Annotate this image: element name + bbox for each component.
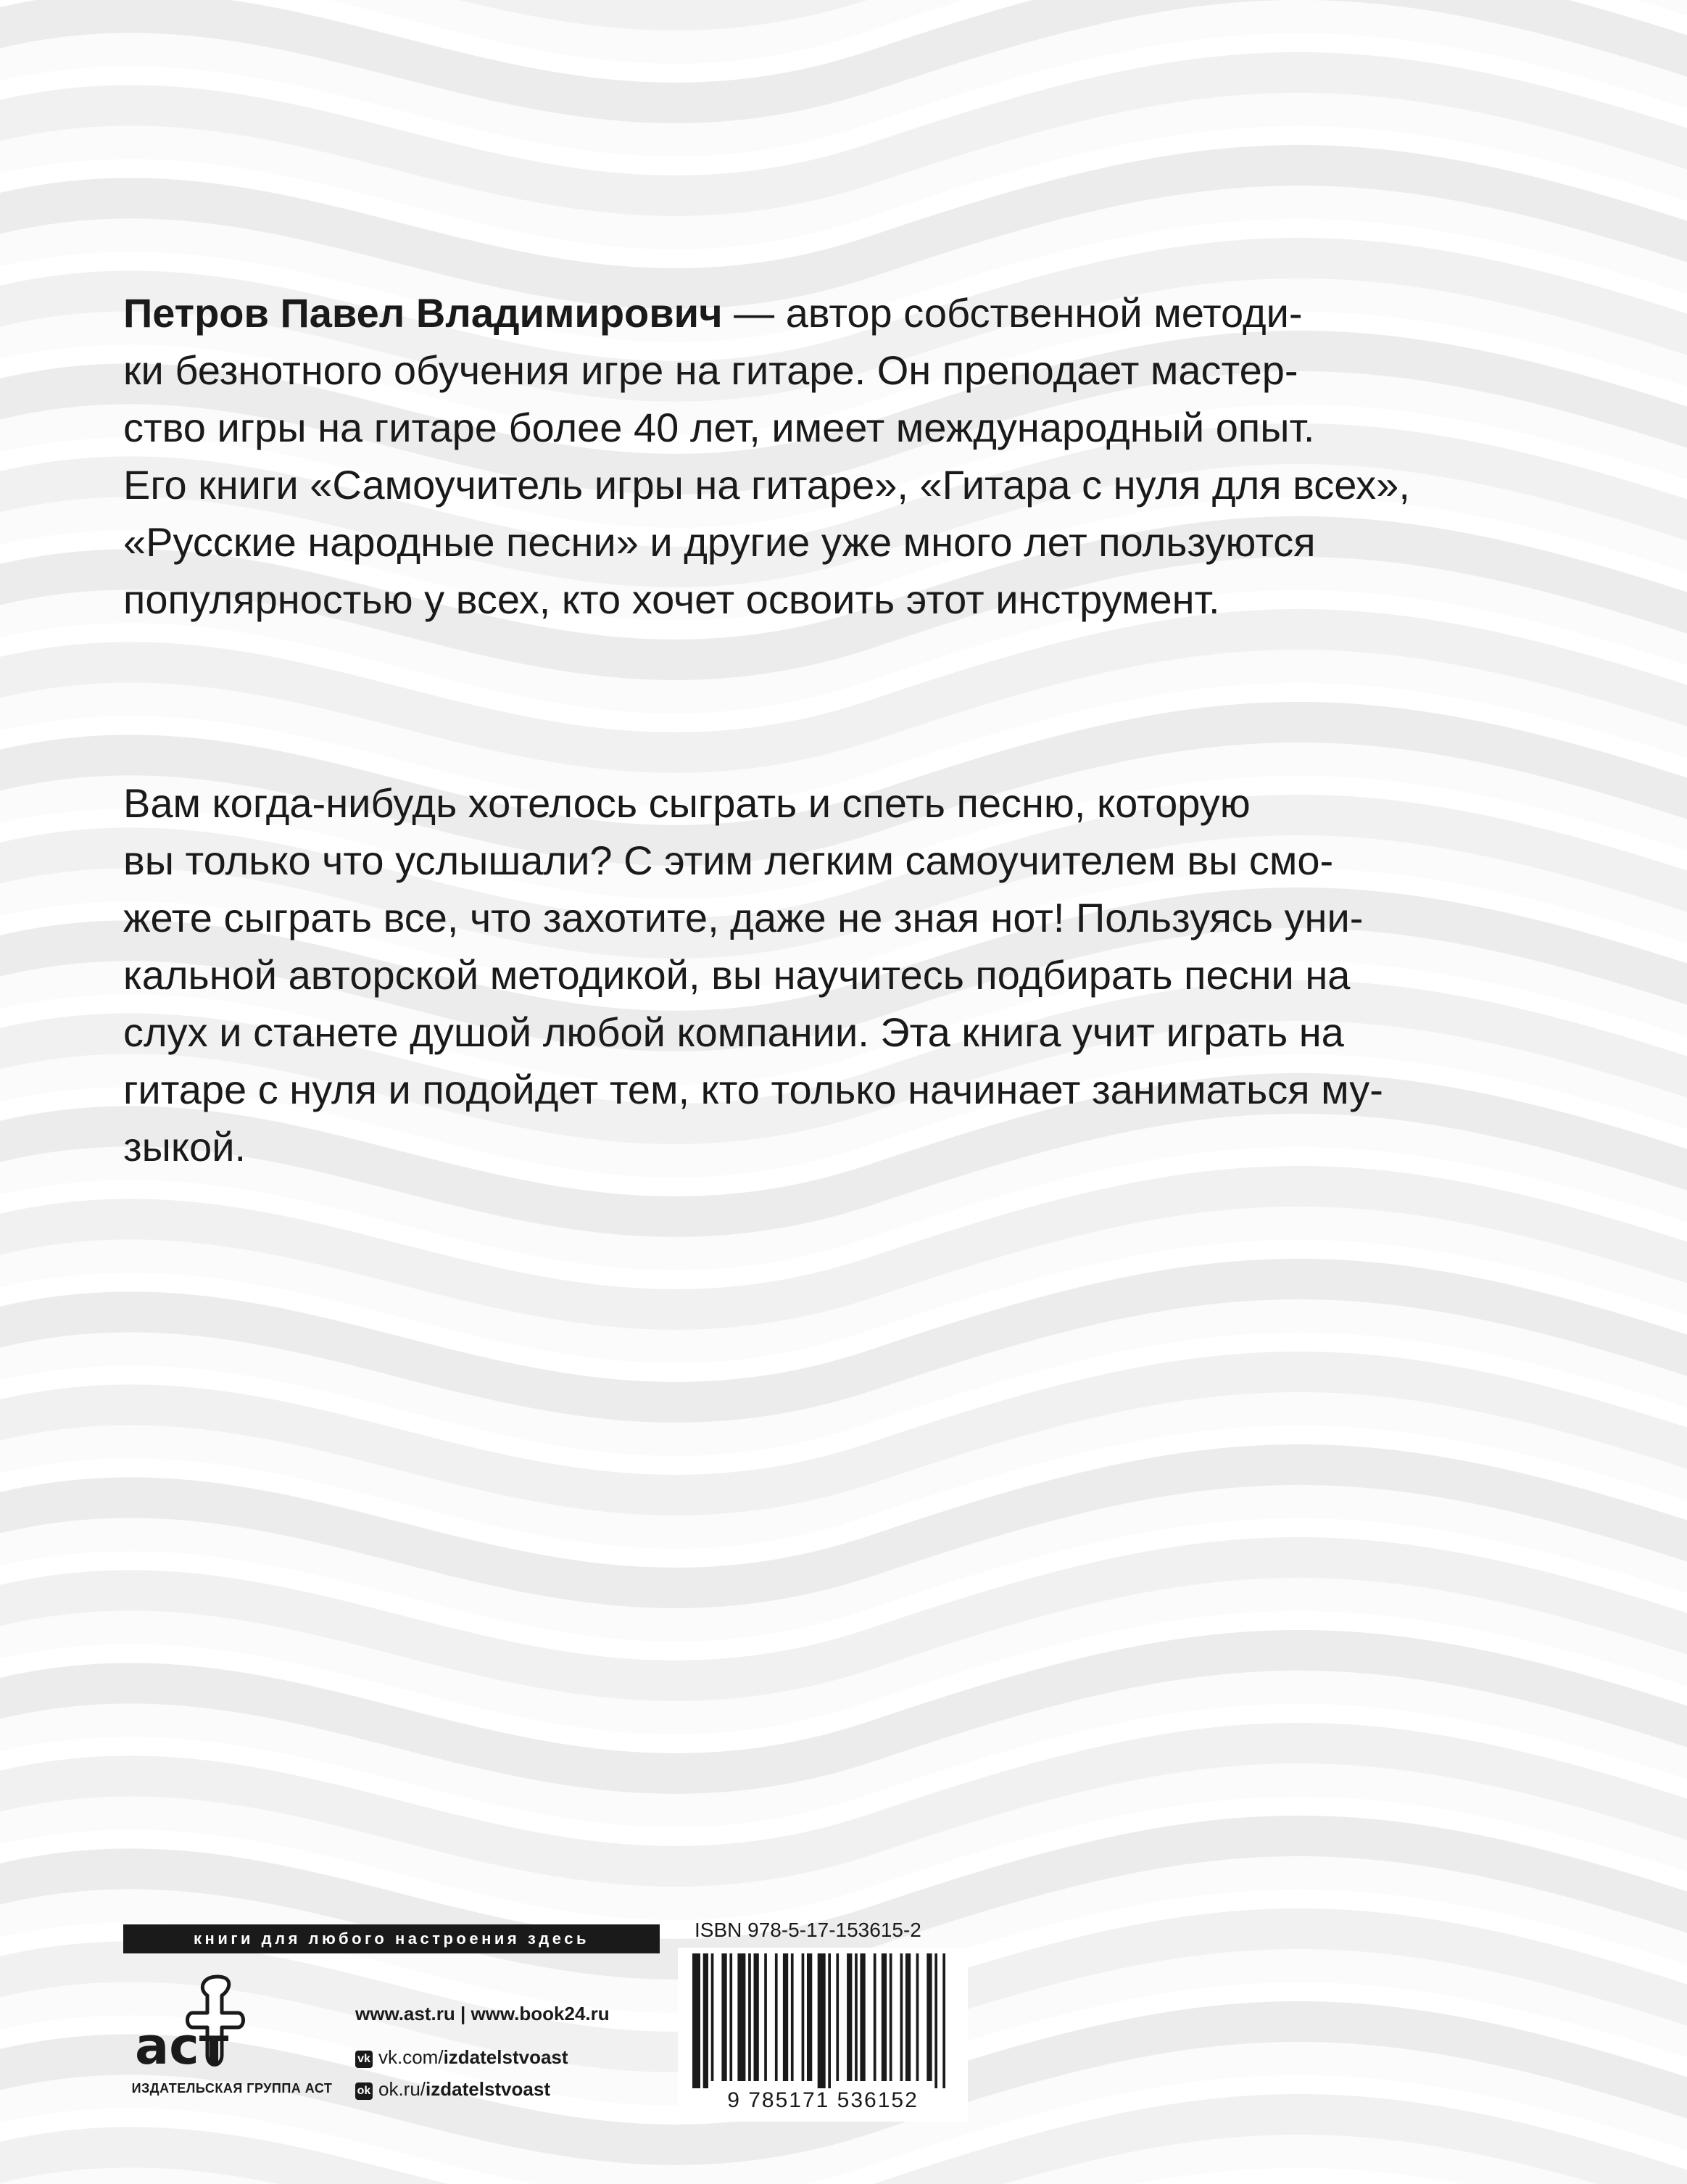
barcode-bar [890, 1953, 892, 2081]
barcode-bar [711, 1953, 714, 2081]
bio-line: ки безнотного обучения игре на гитаре. Он преподает мастер- [123, 347, 1298, 393]
bio-line: популярностью у всех, кто хочет освоить этот инструмент. [123, 576, 1220, 622]
barcode-digits: 9 785171 536152 [727, 2088, 919, 2112]
barcode-bar [721, 1953, 726, 2081]
barcode-bar [874, 1953, 876, 2081]
barcode-bar [927, 1953, 932, 2081]
barcode [678, 1948, 968, 2122]
book-description [123, 774, 1562, 1175]
barcode-bar [802, 1953, 805, 2081]
ast-logo [132, 1974, 270, 2075]
vk-icon: vk [355, 2051, 373, 2068]
barcode-bar [703, 1953, 708, 2088]
barcode-bar [836, 1953, 839, 2081]
barcode-bar [807, 1953, 812, 2081]
ast-logo-text: аст [135, 2017, 229, 2075]
barcode-bar [783, 1953, 788, 2081]
barcode-bar [860, 1953, 865, 2081]
bio-line: Его книги «Самоучитель игры на гитаре», «Гитара с нуля для всех», [123, 462, 1410, 508]
isbn-label: ISBN 978-5-17-153615-2 [695, 1919, 921, 1941]
barcode-bar [882, 1953, 887, 2081]
barcode-bar [818, 1953, 826, 2088]
author-name: Петров Павел Владимирович [123, 290, 723, 336]
barcode-bar [828, 1953, 831, 2088]
barcode-bar [905, 1953, 911, 2081]
bio-line: Петров Павел Владимирович — автор собственной методи- [123, 290, 1303, 336]
odnoklassniki-link[interactable]: ok ok.ru/izdatelstvoast [355, 2078, 550, 2101]
barcode-bar [847, 1953, 852, 2081]
description-line: слух и станете душой любой компании. Эта книга учит играть на [123, 1009, 1344, 1055]
barcode-bar [692, 1953, 700, 2088]
barcode-bar [934, 1953, 937, 2088]
description-line: гитаре с нуля и подойдет тем, кто только начинает заниматься му- [123, 1067, 1383, 1112]
odnoklassniki-icon: ok [355, 2082, 373, 2100]
slogan-banner: книги для любого настроения здесь [123, 1924, 660, 1953]
barcode-bars [692, 1953, 953, 2088]
barcode-bar [942, 1953, 945, 2088]
vk-link[interactable]: vk vk.com/izdatelstvoast [355, 2046, 568, 2069]
barcode-bar [775, 1953, 778, 2081]
barcode-bar [754, 1953, 759, 2081]
barcode-bar [855, 1953, 858, 2081]
bio-line: ство игры на гитаре более 40 лет, имеет международный опыт. [123, 405, 1315, 450]
description-line: кальной авторской методикой, вы научитесь подбирать песни на [123, 952, 1351, 998]
barcode-bar [764, 1953, 767, 2081]
website-links[interactable]: www.ast.ru | www.book24.ru [355, 2003, 610, 2024]
barcode-bar [729, 1953, 732, 2081]
barcode-bar [737, 1953, 745, 2081]
publisher-name: ИЗДАТЕЛЬСКАЯ ГРУППА АСТ [131, 2081, 333, 2096]
barcode-bar [791, 1953, 794, 2081]
bio-line: «Русские народные песни» и другие уже много лет пользуются [123, 519, 1316, 565]
barcode-bar [900, 1953, 903, 2081]
author-bio [123, 284, 1562, 628]
barcode-bar [748, 1953, 751, 2081]
description-line: зыкой. [123, 1124, 246, 1170]
barcode-bar [916, 1953, 919, 2081]
description-line: Вам когда-нибудь хотелось сыграть и спеть песню, которую [123, 780, 1251, 826]
description-line: вы только что услышали? С этим легким самоучителем вы смо- [123, 837, 1334, 883]
description-line: жете сыграть все, что захотите, даже не зная нот! Пользуясь уни- [123, 895, 1364, 940]
